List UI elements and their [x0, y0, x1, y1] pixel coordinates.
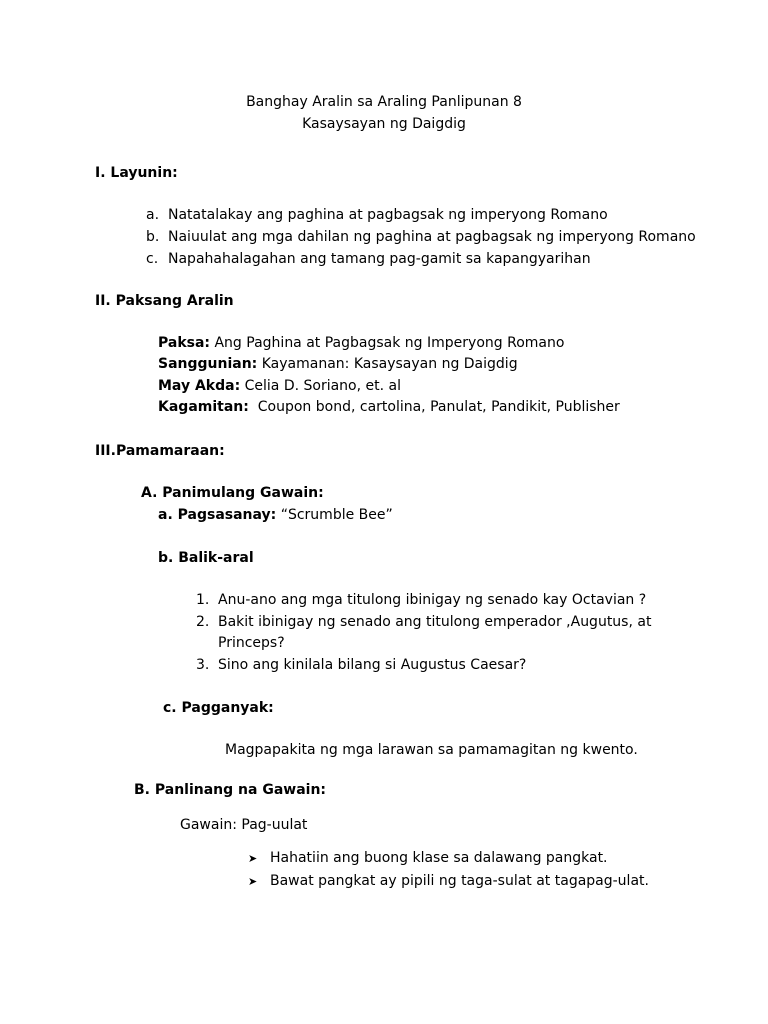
field-value: Ang Paghina at Pagbagsak ng Imperyong Romano	[214, 335, 565, 351]
list-item	[146, 228, 696, 246]
list-item-text: Bawat pangkat ay pipili ng taga-sulat at tagapag-ulat.	[270, 873, 649, 889]
list-item	[248, 872, 649, 891]
question-text-continuation: Princeps?	[218, 635, 285, 651]
field-value: Coupon bond, cartolina, Panulat, Pandikit, Publisher	[257, 399, 620, 415]
question-number: 3.	[196, 657, 210, 673]
section-heading-layunin: I. Layunin:	[95, 165, 178, 181]
question-text: Bakit ibinigay ng senado ang titulong emperador ,Augutus, at	[218, 614, 652, 630]
field-label: Sanggunian:	[158, 356, 258, 372]
list-item-text: Napahahalagahan ang tamang pag-gamit sa kapangyarihan	[168, 251, 591, 267]
question-item	[196, 591, 646, 609]
list-marker: a.	[146, 207, 160, 223]
arrowhead-bullet-icon: ➤	[248, 875, 258, 888]
field-row	[158, 398, 620, 416]
list-item	[146, 250, 591, 268]
field-label: Kagamitan:	[158, 399, 249, 415]
field-value: Kayamanan: Kasaysayan ng Daigdig	[261, 356, 518, 372]
question-number: 2.	[196, 614, 210, 630]
section-heading-paksang-aralin: II. Paksang Aralin	[95, 293, 234, 309]
field-value: Celia D. Soriano, et. al	[244, 378, 401, 394]
list-item-text: Natatalakay ang paghina at pagbagsak ng imperyong Romano	[168, 207, 608, 223]
question-item	[196, 656, 526, 674]
field-row	[158, 377, 401, 395]
list-item-text: Naiuulat ang mga dahilan ng paghina at pagbagsak ng imperyong Romano	[168, 229, 696, 245]
document-title: Banghay Aralin sa Araling Panlipunan 8	[246, 94, 522, 110]
pagganyak-text: Magpapakita ng mga larawan sa pamamagitan ng kwento.	[225, 742, 638, 758]
section-heading-pamamaraan: III.Pamamaraan:	[95, 443, 225, 459]
field-label: May Akda:	[158, 378, 241, 394]
list-marker: c.	[146, 251, 159, 267]
gawain-label: Gawain: Pag-uulat	[180, 817, 308, 833]
question-text: Anu-ano ang mga titulong ibinigay ng senado kay Octavian ?	[218, 592, 647, 608]
subsection-heading-panlinang-na-gawain: B. Panlinang na Gawain:	[134, 782, 327, 798]
pagganyak-heading: c. Pagganyak:	[163, 700, 274, 716]
subsection-heading-panimulang-gawain: A. Panimulang Gawain:	[141, 485, 324, 501]
question-text: Sino ang kinilala bilang si Augustus Caesar?	[218, 657, 527, 673]
question-number: 1.	[196, 592, 210, 608]
pagsasanay-label: a. Pagsasanay:	[158, 507, 277, 523]
question-item	[196, 613, 651, 631]
field-row	[158, 334, 564, 352]
pagsasanay-row	[158, 506, 393, 524]
list-item	[146, 206, 608, 224]
list-item-text: Hahatiin ang buong klase sa dalawang pangkat.	[270, 850, 608, 866]
document-subtitle: Kasaysayan ng Daigdig	[302, 116, 466, 132]
list-item	[248, 849, 608, 868]
pagsasanay-value: “Scrumble Bee”	[280, 507, 393, 523]
field-label: Paksa:	[158, 335, 211, 351]
list-marker: b.	[146, 229, 160, 245]
arrowhead-bullet-icon: ➤	[248, 852, 258, 865]
balik-aral-heading: b. Balik-aral	[158, 550, 254, 566]
field-row	[158, 355, 518, 373]
